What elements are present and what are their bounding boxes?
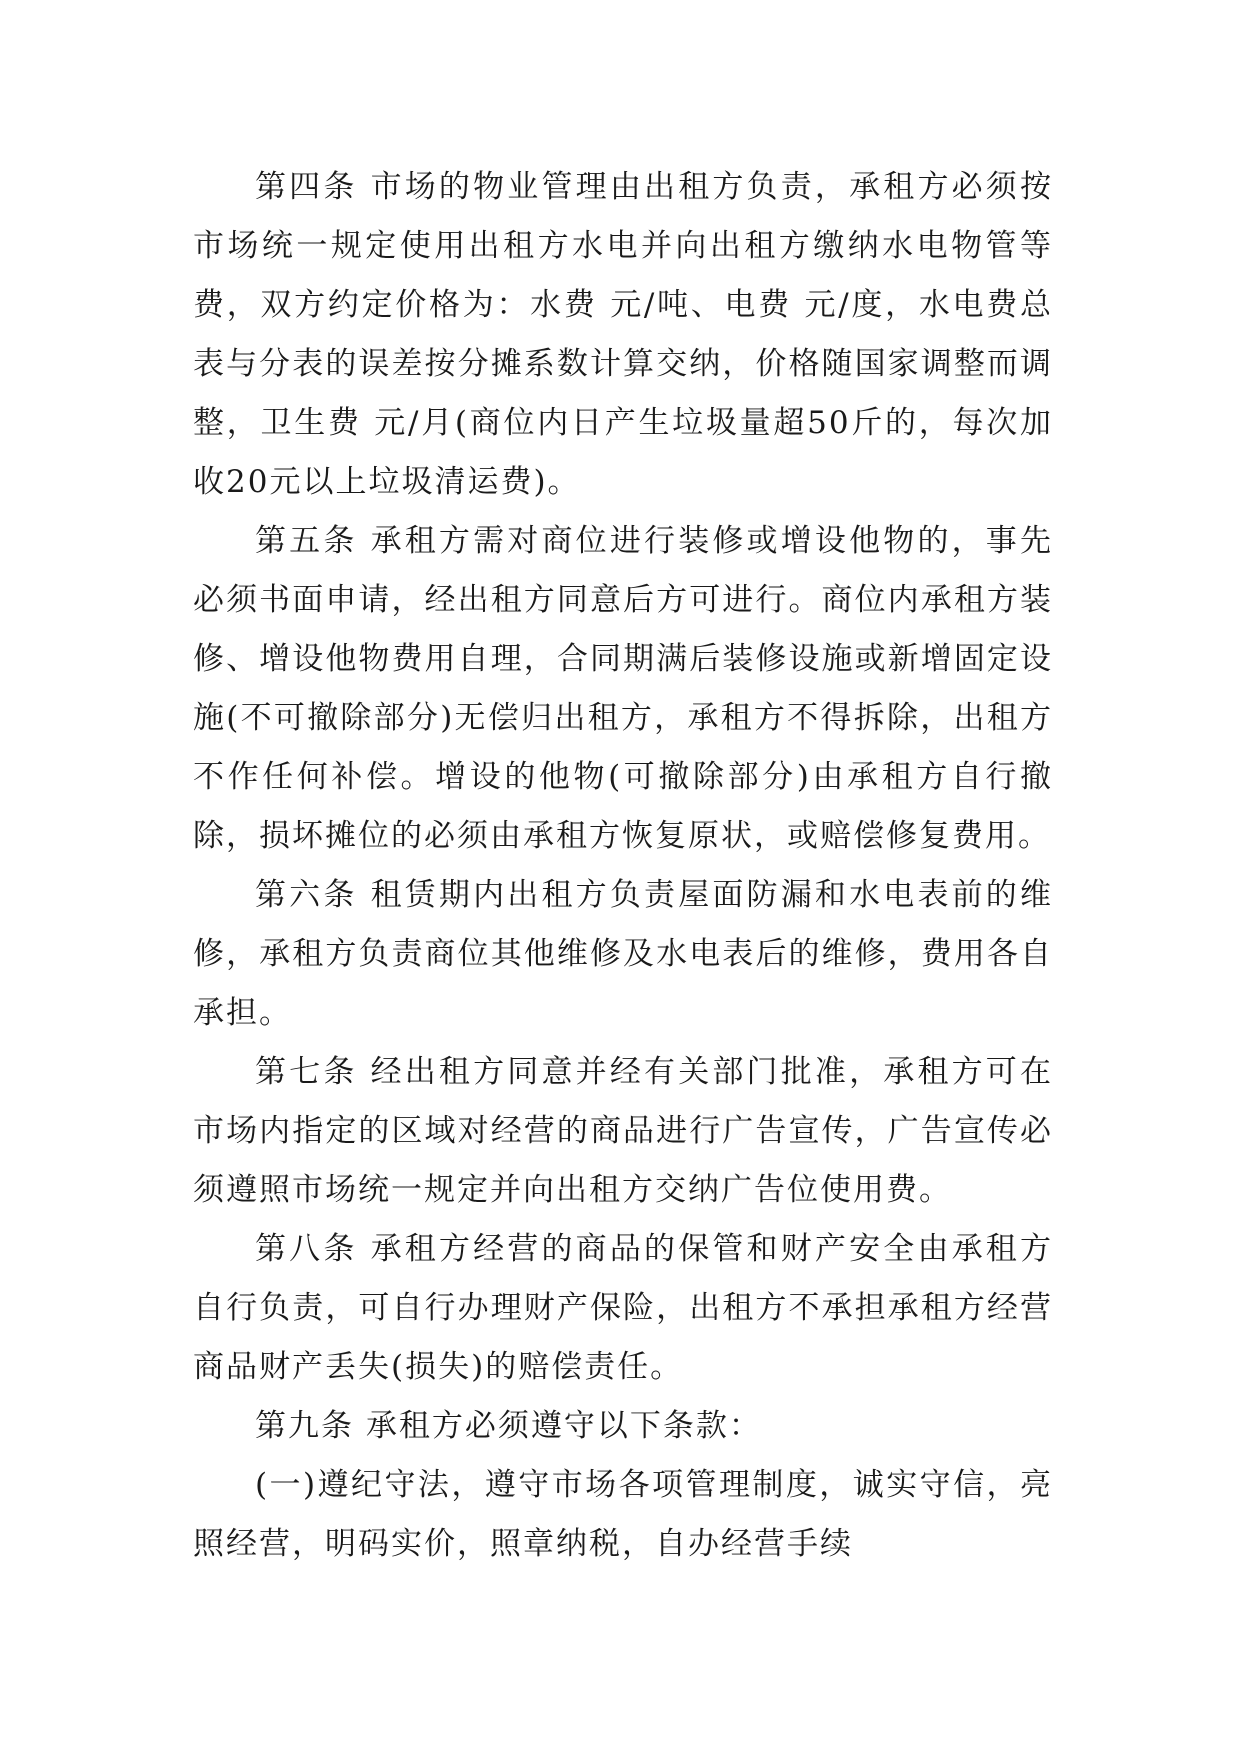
document-body [193, 158, 1053, 1574]
article-6-paragraph: 第六条 租赁期内出租方负责屋面防漏和水电表前的维修，承租方负责商位其他维修及水电表后的维修，费用各自承担。 [193, 877, 1053, 1031]
article-4-paragraph: 第四条 市场的物业管理由出租方负责，承租方必须按市场统一规定使用出租方水电并向出租方缴纳水电物管等费，双方约定价格为：水费 元/吨、电费 元/度，水电费总表与分表的误差按分摊系数计算交纳，价格随国家调整而调整，卫生费 元/月(商位内日产生垃圾量超50斤的，每次加收20元以上垃圾清运费)。 [193, 169, 1053, 500]
article-5-paragraph: 第五条 承租方需对商位进行装修或增设他物的，事先必须书面申请，经出租方同意后方可进行。商位内承租方装修、增设他物费用自理，合同期满后装修设施或新增固定设施(不可撤除部分)无偿归出租方，承租方不得拆除，出租方不作任何补偿。增设的他物(可撤除部分)由承租方自行撤除，损坏摊位的必须由承租方恢复原状，或赔偿修复费用。 [193, 523, 1053, 854]
article-9-clause-1: (一)遵纪守法，遵守市场各项管理制度，诚实守信，亮照经营，明码实价，照章纳税，自办经营手续 [193, 1467, 1053, 1562]
article-8-paragraph: 第八条 承租方经营的商品的保管和财产安全由承租方自行负责，可自行办理财产保险，出租方不承担承租方经营商品财产丢失(损失)的赔偿责任。 [193, 1231, 1053, 1385]
article-9-paragraph: 第九条 承租方必须遵守以下条款： [255, 1408, 762, 1444]
article-7-paragraph: 第七条 经出租方同意并经有关部门批准，承租方可在市场内指定的区域对经营的商品进行广告宣传，广告宣传必须遵照市场统一规定并向出租方交纳广告位使用费。 [193, 1054, 1053, 1208]
